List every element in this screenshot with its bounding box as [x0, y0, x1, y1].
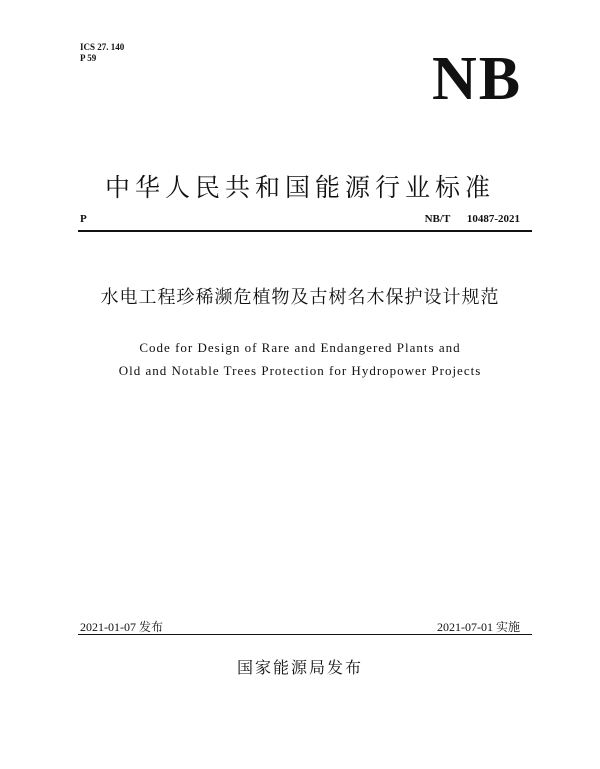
standard-number: NB/T 10487-2021	[424, 213, 520, 225]
document-title-cn: 水电工程珍稀濒危植物及古树名木保护设计规范	[100, 287, 500, 308]
footer-divider	[78, 634, 532, 635]
ics-code: ICS 27. 140	[80, 42, 125, 52]
document-title-en-line2: Old and Notable Trees Protection for Hydropower Projects	[118, 363, 482, 378]
issuer: 国家能源局发布	[236, 658, 363, 677]
nb-logo: NB	[432, 45, 523, 113]
document-title-en-line1: Code for Design of Rare and Endangered Plants and	[139, 340, 461, 355]
implement-date: 2021-07-01 实施	[437, 620, 520, 634]
standard-type-title: 中华人民共和国能源行业标准	[104, 173, 495, 202]
ics-block	[80, 42, 124, 64]
category-code: P 59	[80, 53, 97, 63]
category-letter: P	[80, 213, 87, 225]
header-divider	[78, 230, 532, 232]
publish-date: 2021-01-07 发布	[80, 620, 163, 634]
